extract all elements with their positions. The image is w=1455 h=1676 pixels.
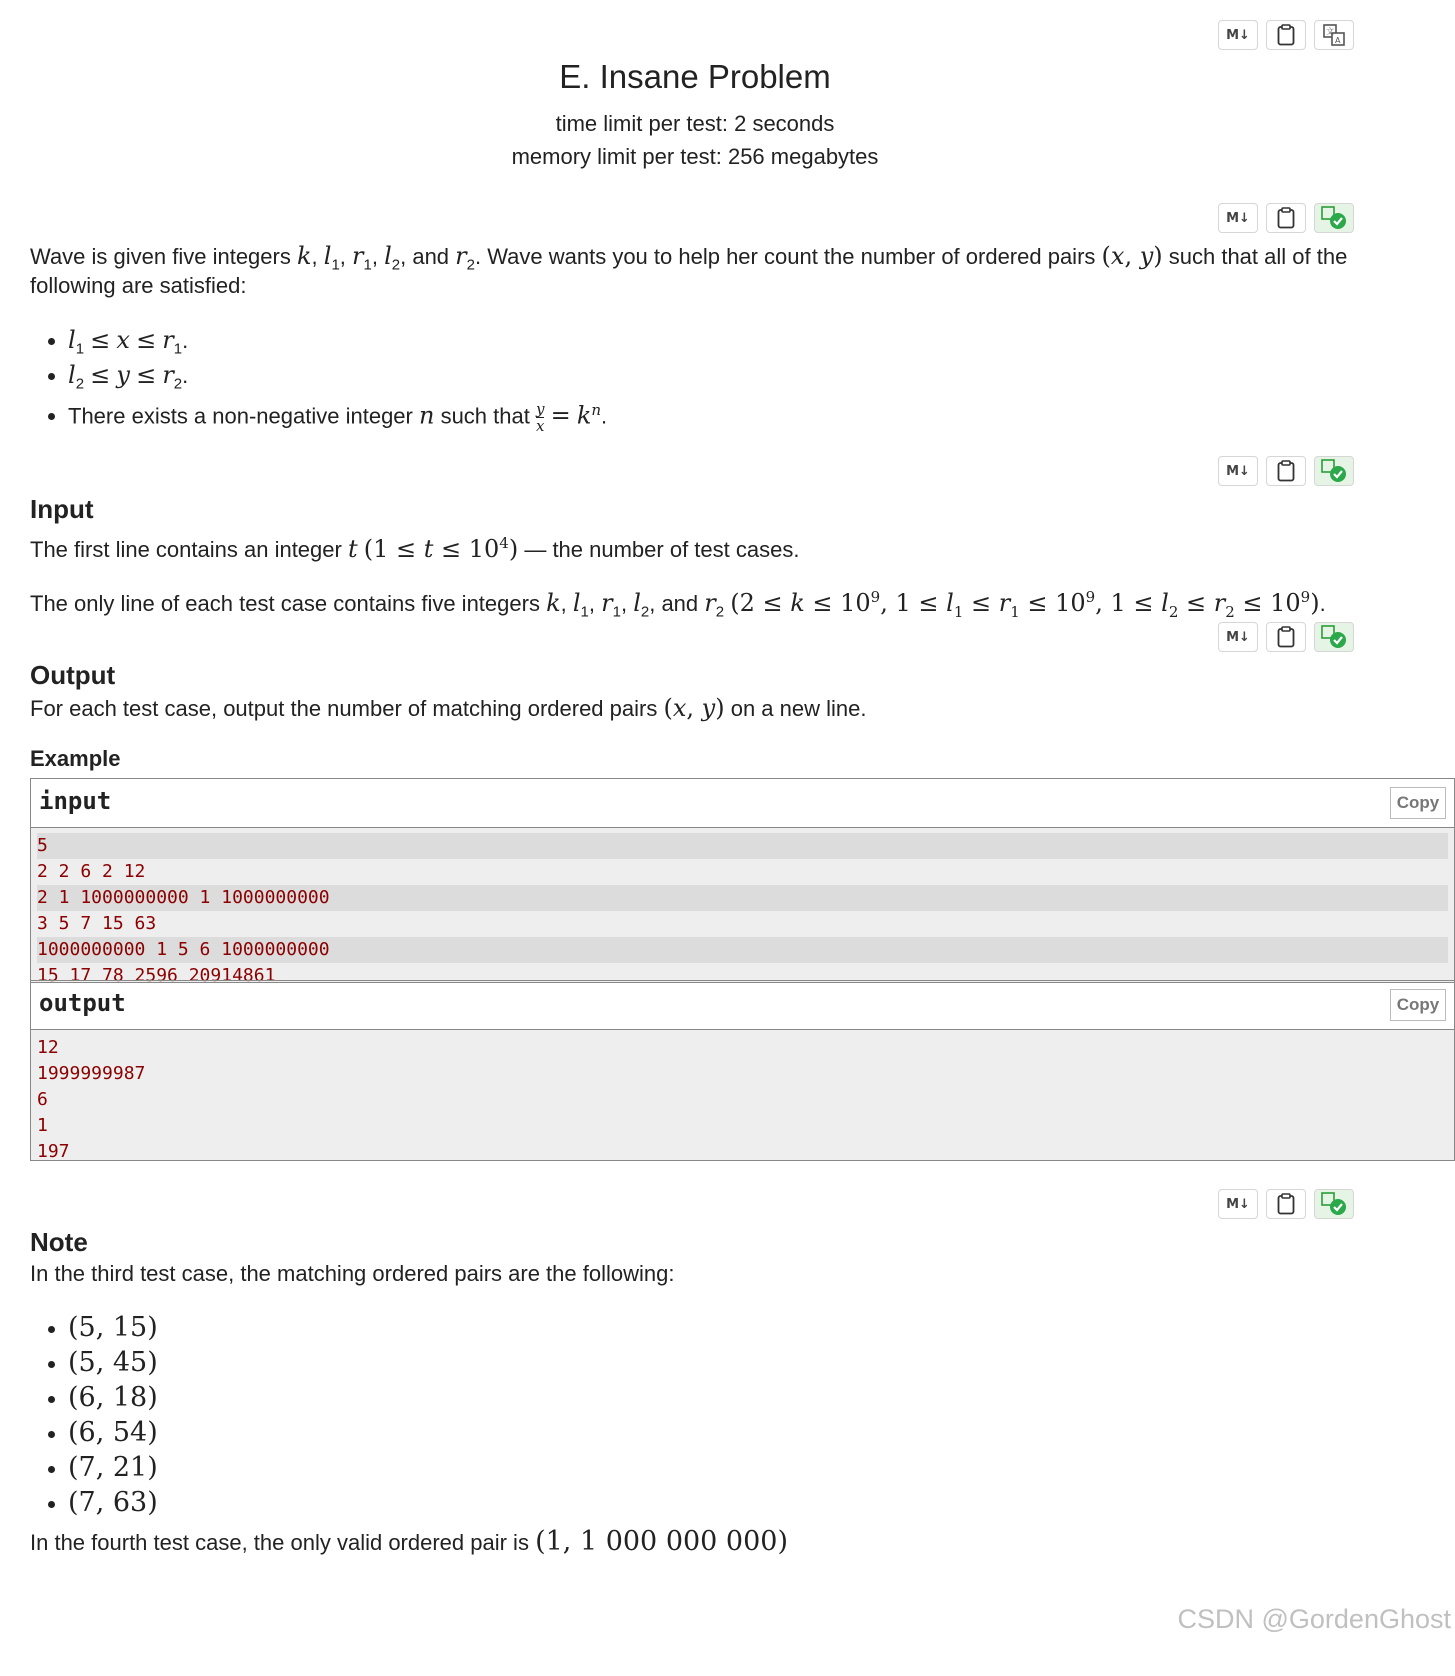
copy-clipboard-button[interactable] [1266,456,1306,486]
input-line: 3 5 7 15 63 [37,913,157,934]
input-toolbar [1218,456,1354,486]
input-heading: Input [30,494,94,524]
statement-paragraph: Wave is given five integers k, $l_1$, $r_1$, $l_2$, and $r_2$. Wave wants you to help her count the number of ordered pairs (x, y) such that all of the [30,242,1348,274]
copy-clipboard-button[interactable] [1266,622,1306,652]
copy-input-button[interactable]: Copy [1390,787,1446,819]
sample-input-box [30,778,1455,986]
list-item: • (7, 63) [68,1485,158,1520]
input-line2: The only line of each test case contains five integers k, $l_1$, $r_1$, $l_2$, and $r_2$ ($2 \le k \le 10^9$, $1 \le l_1 \le r_1 \le 10^9$, $1 \le l_2 \le r_2 \le 10^9$). [30,588,1326,621]
conditions-list [48,323,608,436]
svg-text:A: A [1335,36,1341,45]
markdown-button[interactable]: M↓ [1218,622,1258,652]
copy-clipboard-button[interactable] [1266,203,1306,233]
list-item: • (5, 15) [68,1310,158,1345]
statement-line2: following are satisfied: [30,273,247,298]
translated-button[interactable] [1314,456,1354,486]
svg-text:文: 文 [1326,27,1334,36]
list-item: • There exists a non-negative integer n such that $\frac{y}{x}$ = $k^n$. [68,393,607,428]
output-line: 1 [37,1115,48,1136]
markdown-button[interactable]: M↓ [1218,203,1258,233]
header-toolbar [1218,20,1354,50]
output-heading: Output [30,660,116,690]
output-toolbar [1218,622,1354,652]
copy-clipboard-button[interactable] [1266,1189,1306,1219]
clipboard-icon [1277,1193,1295,1215]
sample-output-header [31,981,1454,1030]
sample-output-label: output [39,989,126,1017]
translated-button[interactable] [1314,203,1354,233]
statement-toolbar [1218,203,1354,233]
list-item: • $l_2 \le y \le r_2$. [68,358,607,393]
copy-output-button[interactable]: Copy [1390,989,1446,1021]
problem-title: E. Insane Problem [559,58,831,95]
note-line2: In the fourth test case, the only valid ordered pair is (1, 1 000 000 000) [30,1526,789,1557]
list-item: • (6, 18) [68,1380,158,1415]
translate-icon [1322,23,1346,47]
sample-output-body[interactable] [31,1030,1454,1160]
watermark: CSDN @GordenGhost [1177,1604,1451,1634]
input-line1: The first line contains an integer t $(1 \le t \le 10^4)$ — the number of test cases. [30,534,800,563]
translated-button[interactable] [1314,1189,1354,1219]
clipboard-icon [1277,24,1295,46]
clipboard-icon [1277,207,1295,229]
list-item: • (7, 21) [68,1450,158,1485]
time-limit: time limit per test: 2 seconds [555,111,835,136]
note-heading: Note [30,1227,88,1257]
clipboard-icon [1277,626,1295,648]
input-line: 1000000000 1 5 6 1000000000 [37,937,1448,963]
clipboard-icon [1277,460,1295,482]
note-toolbar [1218,1189,1354,1219]
sample-output-box [30,980,1455,1161]
input-line: 5 [37,833,1448,859]
sample-input-label: input [39,787,112,815]
markdown-button[interactable]: M↓ [1218,456,1258,486]
output-line: 1999999987 [37,1063,146,1084]
output-line: For each test case, output the number of matching ordered pairs (x, y) on a new line. [30,694,867,722]
list-item: • $l_1 \le x \le r_1$. [68,323,607,358]
input-line: 2 2 6 2 12 [37,861,146,882]
example-heading: Example [30,746,121,771]
pairs-list [48,1310,158,1520]
output-line: 6 [37,1089,48,1110]
translated-check-icon [1320,1191,1348,1217]
output-line: 197 [37,1141,70,1162]
translated-check-icon [1320,458,1348,484]
sample-input-header [31,779,1454,828]
list-item: • (6, 54) [68,1415,158,1450]
output-line: 12 [37,1037,59,1058]
note-line1: In the third test case, the matching ordered pairs are the following: [30,1261,675,1286]
translated-button[interactable] [1314,622,1354,652]
input-line: 15 17 78 2596 20914861 [37,965,276,986]
memory-limit: memory limit per test: 256 megabytes [511,144,879,169]
input-line: 2 1 1000000000 1 1000000000 [37,885,1448,911]
translate-button[interactable] [1314,20,1354,50]
translated-check-icon [1320,205,1348,231]
list-item: • (5, 45) [68,1345,158,1380]
markdown-button[interactable]: M↓ [1218,20,1258,50]
sample-input-body[interactable] [31,828,1454,986]
translated-check-icon [1320,624,1348,650]
copy-clipboard-button[interactable] [1266,20,1306,50]
markdown-button[interactable]: M↓ [1218,1189,1258,1219]
